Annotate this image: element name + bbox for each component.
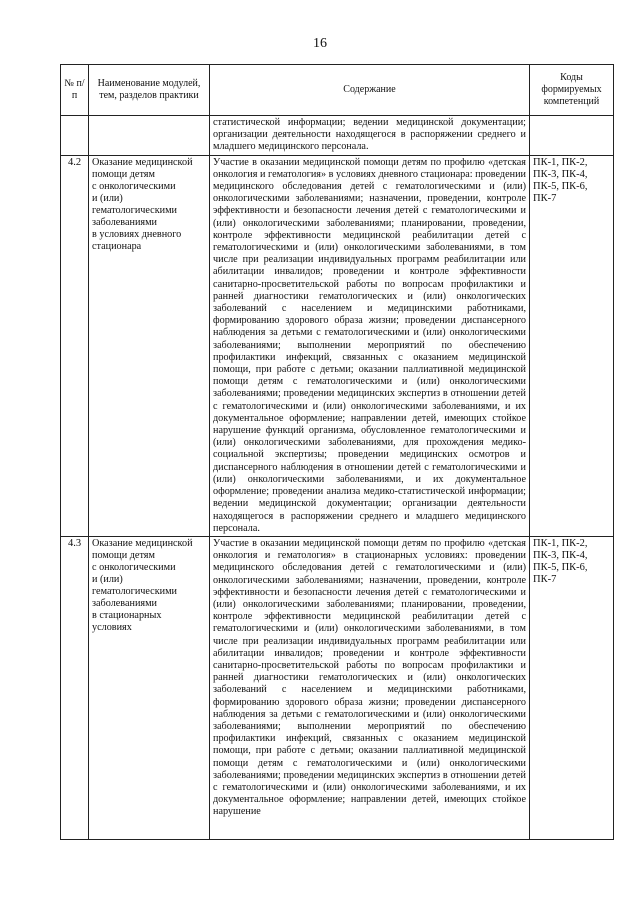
header-content: Содержание	[210, 65, 530, 116]
cell-codes: ПК-1, ПК-2, ПК-3, ПК-4, ПК-5, ПК-6, ПК-7	[530, 536, 614, 839]
cell-title	[89, 536, 210, 839]
title-line: стационара	[92, 240, 142, 252]
cell-codes: ПК-1, ПК-2, ПК-3, ПК-4, ПК-5, ПК-6, ПК-7	[530, 155, 614, 536]
cell-codes	[530, 116, 614, 156]
cell-number	[61, 116, 89, 156]
table-row-continuation	[61, 116, 614, 156]
page-number: 16	[313, 36, 327, 51]
cell-title	[89, 155, 210, 536]
cell-number: 4.2	[61, 155, 89, 536]
title-line: и (или)	[92, 192, 123, 204]
cell-content: статистической информации; ведении медицинской документации; организации деятельности находящегося в распоряжении среднего и младшего медицинского персонала.	[210, 116, 530, 156]
title-line: гематологическими	[92, 204, 178, 216]
title-line: с онкологическими	[92, 180, 176, 192]
header-number: № п/п	[61, 65, 89, 116]
title-line: в условиях дневного	[92, 228, 182, 240]
title-line: гематологическими	[92, 585, 178, 597]
title-line: заболеваниями	[92, 216, 157, 228]
header-competency-codes: Коды формируемых компетенций	[530, 65, 614, 116]
cell-content: Участие в оказании медицинской помощи детям по профилю «детская онкология и гематология» в стационарных условиях: проведении медицинского обследования детей с гематологическими и (или) онкологическими заболеваниями; назначении, проведении, контроле эффективности и безопасности лечения детей с гематологическими и (или) онкологическими заболеваниями; планировании, проведении, контроле эффективности медицинской реабилитации детей с гематологическими и (или) онкологическими заболеваниями, в том числе при реализации индивидуальных программ реабилитации или абилитации инвалидов; проведении и контроле эффективности санитарно-просветительской работы по вопросам профилактики и ранней диагностики гематологических и (или) онкологических заболеваний с населением и медицинскими работниками, формированию здорового образа жизни; проведении диспансерного наблюдения за детьми с гематологическими и (или) онкологическими заболеваниями; выполнении мероприятий по обеспечению профилактики инфекций, связанных с оказанием медицинской помощи, при работе с детьми; оказании паллиативной медицинской помощи детям с гематологическими и (или) онкологическими заболеваниями; проведении медицинских экспертиз в отношении детей с гематологическими и (или) онкологическими заболеваниями, и их документальное оформление; направлении детей, имеющих стойкое нарушение	[210, 536, 530, 839]
cell-title	[89, 116, 210, 156]
title-line: заболеваниями	[92, 597, 157, 609]
title-line: Оказание медицинской	[92, 537, 193, 549]
cell-number: 4.3	[61, 536, 89, 839]
cell-content: Участие в оказании медицинской помощи детям по профилю «детская онкология и гематология» в условиях дневного стационара: проведении медицинского обследования детей с гематологическими и (или) онкологическими заболеваниями; назначении, проведении, контроле эффективности и безопасности лечения детей с гематологическими и (или) онкологическими заболеваниями; планировании, проведении, контроле эффективности медицинской реабилитации детей с гематологическими и (или) онкологическими заболеваниями, в том числе при реализации индивидуальных программ реабилитации или абилитации инвалидов; проведении и контроле эффективности санитарно-просветительской работы по вопросам профилактики и ранней диагностики гематологических и (или) онкологических заболеваний с населением и медицинскими работниками, формированию здорового образа жизни; проведении диспансерного наблюдения за детьми с гематологическими и (или) онкологическими заболеваниями; выполнении мероприятий по обеспечению профилактики инфекций, связанных с оказанием медицинской помощи, при работе с детьми; оказании паллиативной медицинской помощи детям с гематологическими и (или) онкологическими заболеваниями; проведении медицинских экспертиз в отношении детей с гематологическими и (или) онкологическими заболеваниями, и их документальное оформление; направлении детей, имеющих стойкое нарушение функций организма, обусловленное гематологическими и (или) онкологическими заболеваниями, для прохождения медико-социальной экспертизы; проведении медицинских осмотров и диспансерного наблюдения в отношении детей с гематологическими и (или) онкологическими заболеваниями, и их документальное оформление; проведении анализа медико-статистической информации; ведении медицинской документации; организации деятельности находящегося в распоряжении среднего и младшего медицинского персонала.	[210, 155, 530, 536]
title-line: помощи детям	[92, 549, 155, 561]
table-row	[61, 536, 614, 839]
practice-table	[60, 64, 614, 840]
table-header-row	[61, 65, 614, 116]
table-row	[61, 155, 614, 536]
title-line: Оказание медицинской	[92, 156, 193, 168]
title-line: и (или)	[92, 573, 123, 585]
title-line: помощи детям	[92, 168, 155, 180]
title-line: с онкологическими	[92, 561, 176, 573]
header-module-name: Наименование модулей, тем, разделов практики	[89, 65, 210, 116]
title-line: условиях	[92, 621, 132, 633]
title-line: в стационарных	[92, 609, 162, 621]
